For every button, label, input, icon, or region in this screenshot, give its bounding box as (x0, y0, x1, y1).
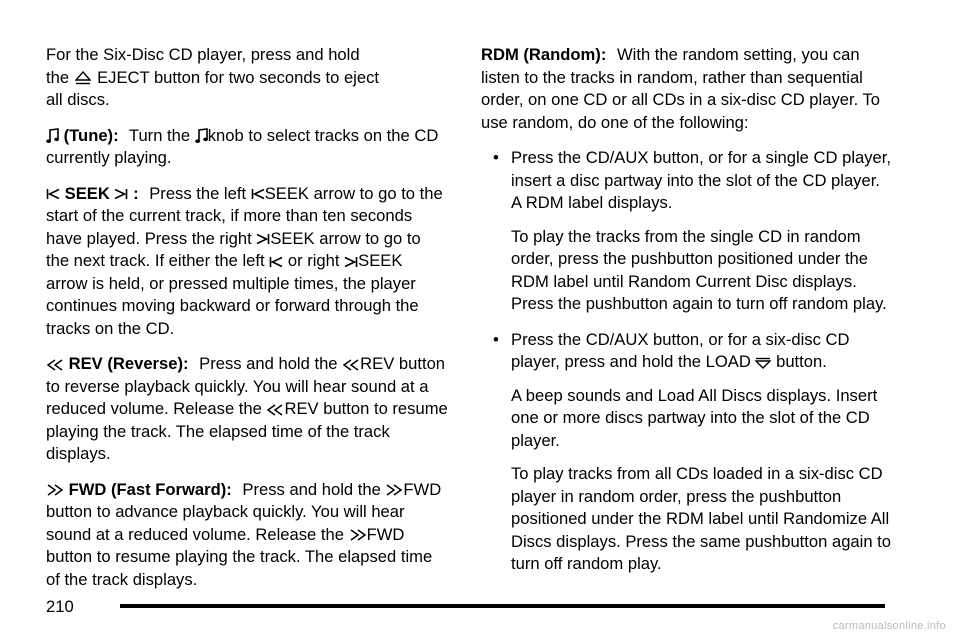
load-icon (755, 357, 771, 369)
bullet2-text-1a: Press the CD/AUX button, or for a six-disc CD player, press and hold the LOAD (511, 329, 850, 371)
tune-text-1: Turn the (128, 125, 191, 145)
seek-label: SEEK (64, 183, 110, 203)
bullet1-text-1: Press the CD/AUX button, or for a single CD player, insert a disc partway into the slot of the CD player. A RDM label displays. (511, 148, 891, 212)
fwd-text-2: FWD button to advance playback quickly. You will hear sound at a reduced volume. Release the (46, 479, 442, 544)
fwd-label: FWD (Fast Forward): (68, 479, 232, 499)
seek-text-4: or right (287, 251, 340, 270)
fast-forward-icon (385, 484, 403, 496)
tune-text-2: knob to select tracks on the CD currently playing. (46, 125, 439, 167)
reverse-icon (266, 404, 284, 416)
seek-paragraph (46, 183, 448, 341)
eject-text-3: EJECT button for two seconds to eject (97, 67, 380, 87)
list-item (481, 329, 891, 576)
eject-icon (75, 71, 91, 85)
eject-text-4: all discs. (46, 90, 110, 109)
rev-paragraph (46, 353, 448, 466)
bullet-icon: • (493, 148, 499, 167)
fast-forward-icon (46, 484, 64, 496)
seek-right-icon (344, 256, 358, 268)
page-number: 210 (46, 597, 74, 616)
seek-text-3: SEEK arrow to go to the next track. If either the left (46, 228, 421, 270)
tune-label: (Tune): (63, 125, 119, 145)
rev-label: REV (Reverse): (68, 354, 189, 373)
fwd-text-3: FWD button to resume playing the track. The elapsed time of the track displays. (46, 524, 433, 589)
bullet-icon: • (493, 329, 499, 349)
watermark: carmanualsonline.info (832, 620, 946, 632)
music-note-icon (195, 128, 208, 144)
rev-text-2: REV button to reverse playback quickly. You will hear sound at a reduced volume. Release the (46, 354, 446, 418)
bullet2-text-1b: button. (776, 352, 827, 371)
footer-rule (120, 604, 885, 608)
fwd-paragraph (46, 479, 448, 592)
seek-right-icon (114, 188, 128, 200)
eject-text-1: For the Six-Disc CD player, press and hold (46, 45, 360, 64)
rdm-paragraph (481, 44, 891, 134)
seek-colon: : (133, 183, 139, 203)
eject-text-2: the (46, 67, 70, 87)
tune-paragraph (46, 125, 448, 170)
list-item (481, 147, 891, 316)
random-options-list (481, 147, 891, 576)
bullet2-paragraph-1 (511, 329, 891, 374)
bullet2-text-3: To play tracks from all CDs loaded in a six-disc CD player in random order, press the pushbutton positioned under the RDM label until Randomize All Discs displays. Press the same pushbutton again to turn off random play. (511, 464, 892, 573)
seek-text-1: Press the left (149, 183, 247, 203)
right-column (481, 44, 891, 589)
seek-left-icon (46, 188, 60, 200)
music-note-icon (46, 128, 59, 144)
seek-text-2: SEEK arrow to go to the start of the current track, if more than ten seconds have played. Press the right (46, 183, 443, 248)
rev-text-1: Press and hold the (199, 354, 338, 373)
seek-right-icon (256, 233, 270, 245)
rev-text-3: REV button to resume playing the track. The elapsed time of the track displays. (46, 399, 448, 463)
seek-left-icon (251, 188, 265, 200)
fwd-text-1: Press and hold the (242, 479, 381, 499)
seek-text-5: SEEK arrow is held, or pressed multiple times, the player continues moving backward or forward through the tracks on the CD. (46, 251, 419, 338)
bullet1-text-2: To play the tracks from the single CD in random order, press the pushbutton positioned under the RDM label until Random Current Disc displays. Press the pushbutton again to turn off random play. (511, 226, 887, 313)
seek-left-icon (269, 256, 283, 268)
fast-forward-icon (349, 529, 367, 541)
eject-paragraph (46, 44, 448, 112)
reverse-icon (46, 359, 64, 371)
reverse-icon (342, 359, 360, 371)
left-column (46, 44, 448, 604)
rdm-label: RDM (Random): (481, 45, 607, 64)
rdm-text: With the random setting, you can listen to the tracks in random, rather than sequential order, on one CD or all CDs in a six-disc CD player. To use random, do one of the following: (481, 45, 881, 132)
bullet2-text-2: A beep sounds and Load All Discs displays. Insert one or more discs partway into the slot of the CD player. (511, 385, 878, 450)
